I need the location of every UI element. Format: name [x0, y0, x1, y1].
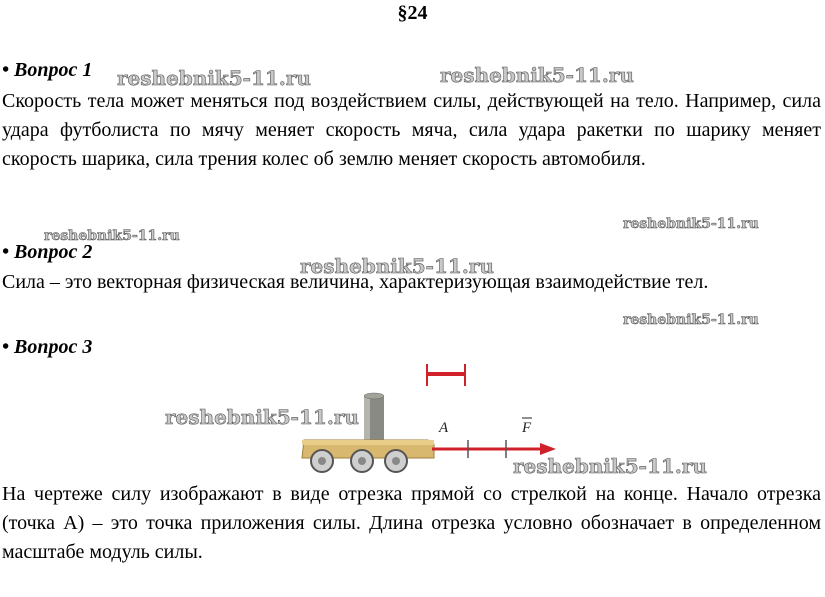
watermark: reshebnik5-11.ru — [44, 228, 180, 244]
watermark: reshebnik5-11.ru — [623, 216, 759, 232]
watermark: reshebnik5-11.ru — [300, 254, 494, 278]
watermark: reshebnik5-11.ru — [165, 405, 359, 429]
watermark: reshebnik5-11.ru — [117, 66, 311, 90]
question-3-heading: • Вопрос 3 — [2, 336, 93, 358]
section-title: §24 — [397, 2, 428, 24]
question-3-answer: На чертеже силу изображают в виде отрезка прямой со стрелкой на конце. Начало отрезка (точка А) – это точка приложения силы. Длина отрезка условно обозначает в определенном масштабе модуль силы. — [2, 483, 821, 563]
question-1-answer: Скорость тела может меняться под воздействием силы, действующей на тело. Например, сила удара футболиста по мячу меняет скорость мяча, сила удара ракетки по шарику меняет скорость шарика, сила трения колес об землю меняет скорость автомобиля. — [2, 90, 821, 170]
force-f-label: F — [522, 420, 532, 436]
watermark: reshebnik5-11.ru — [440, 63, 634, 87]
question-2-heading: • Вопрос 2 — [2, 241, 93, 263]
cart-wheels — [311, 450, 407, 472]
watermark: reshebnik5-11.ru — [513, 454, 707, 478]
watermark: reshebnik5-11.ru — [623, 312, 759, 328]
scale-bar — [427, 364, 465, 386]
question-1-heading: • Вопрос 1 — [2, 59, 93, 81]
weight-cylinder — [364, 393, 384, 440]
point-a-label: A — [439, 420, 449, 436]
question-2-answer: Сила – это векторная физическая величина, характеризующая взаимодействие тел. — [2, 271, 709, 293]
